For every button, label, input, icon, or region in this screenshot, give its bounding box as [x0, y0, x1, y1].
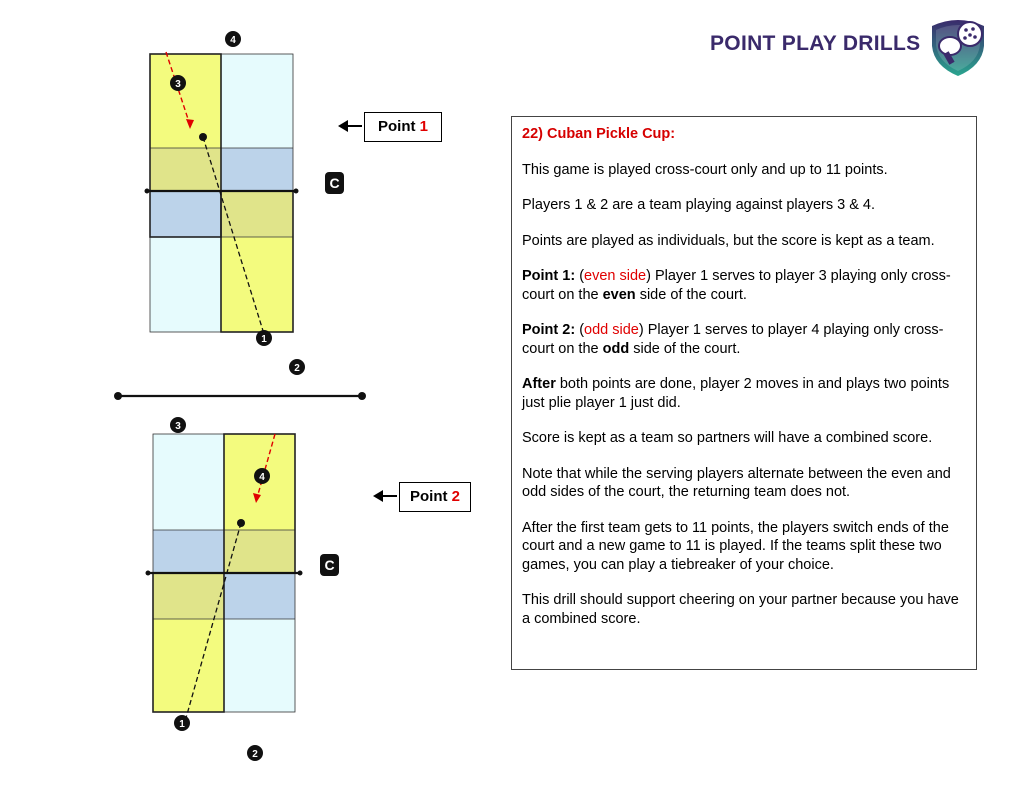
rule-strong: Point 2:: [522, 322, 576, 338]
rule-text: ) Player 1 serves to player 4 playing only cross-court on the: [522, 322, 944, 357]
left-arrow-icon: [346, 125, 362, 127]
point-2-label: [399, 482, 471, 512]
rule-point-1: [522, 267, 966, 304]
rule-text: (: [575, 268, 585, 284]
top-court: [145, 52, 299, 334]
page-title: POINT PLAY DRILLS: [710, 32, 921, 55]
rule-text: side of the court.: [635, 286, 747, 303]
rule-text: both points are done, player 2 moves in and plays two points just plie player 1 just did.: [522, 376, 950, 411]
rule-paragraph: Note that while the serving players alternate between the even and odd sides of the court, the returning team does not.: [522, 465, 951, 500]
rule-text: (: [575, 322, 585, 338]
rule-text: ) Player 1 serves to player 3 playing only cross-court on the: [522, 268, 951, 303]
bottom-court: [146, 434, 303, 718]
drill-description-box: [511, 116, 977, 670]
rule-highlight: odd side: [584, 322, 639, 338]
rule-highlight: even side: [584, 268, 647, 284]
rule-paragraph: After the first team gets to 11 points, the players switch ends of the court and a new game to 11 is played. If the teams split these two games, you can play a tiebreaker of your choice.: [522, 519, 949, 573]
player-2-label: 2: [252, 749, 258, 760]
center-marker-top: [325, 172, 344, 194]
player-2-label: 2: [294, 363, 300, 374]
rule-paragraph: Points are played as individuals, but the score is kept as a team.: [522, 232, 935, 249]
point-number: 1: [419, 118, 428, 135]
center-marker-bottom: [320, 554, 339, 576]
rule-strong: even: [602, 286, 636, 303]
player-3-label: 3: [175, 421, 181, 432]
center-marker-label: C: [324, 557, 335, 573]
pickleball-shield-logo-icon: [926, 12, 990, 78]
player-3-marker-bottom: [170, 417, 186, 433]
center-marker-label: C: [329, 175, 340, 191]
point-text: Point: [377, 118, 420, 135]
point-number: 2: [451, 488, 460, 505]
rule-text: side of the court.: [629, 340, 741, 357]
player-2-marker-bottom: [247, 745, 263, 761]
drill-heading: 22) Cuban Pickle Cup:: [522, 126, 676, 142]
rule-paragraph: Players 1 & 2 are a team playing against players 3 & 4.: [522, 197, 876, 213]
player-3-marker-top: [170, 75, 186, 91]
rule-point-2: [522, 321, 966, 358]
player-2-marker-top: [289, 359, 305, 375]
player-1-label: 1: [261, 334, 267, 345]
player-4-marker-top: [225, 31, 241, 47]
player-4-label: 4: [230, 35, 236, 46]
rule-paragraph: This game is played cross-court only and up to 11 points.: [522, 161, 888, 178]
player-3-label: 3: [175, 79, 181, 90]
rule-paragraph: This drill should support cheering on your partner because you have a combined score.: [522, 592, 959, 627]
player-4-label: 4: [259, 472, 265, 483]
player-1-marker-top: [256, 330, 272, 346]
player-4-marker-bottom: [254, 468, 270, 484]
left-arrow-icon: [381, 495, 397, 497]
rule-strong: After: [522, 376, 556, 392]
rule-strong: Point 1:: [522, 268, 576, 284]
point-text: Point: [409, 488, 452, 505]
point-1-label: [364, 112, 442, 142]
rule-after: [522, 375, 966, 412]
player-1-label: 1: [179, 719, 185, 730]
rule-paragraph: Score is kept as a team so partners will have a combined score.: [522, 430, 933, 446]
rule-strong: odd: [602, 340, 630, 357]
player-1-marker-bottom: [174, 715, 190, 731]
